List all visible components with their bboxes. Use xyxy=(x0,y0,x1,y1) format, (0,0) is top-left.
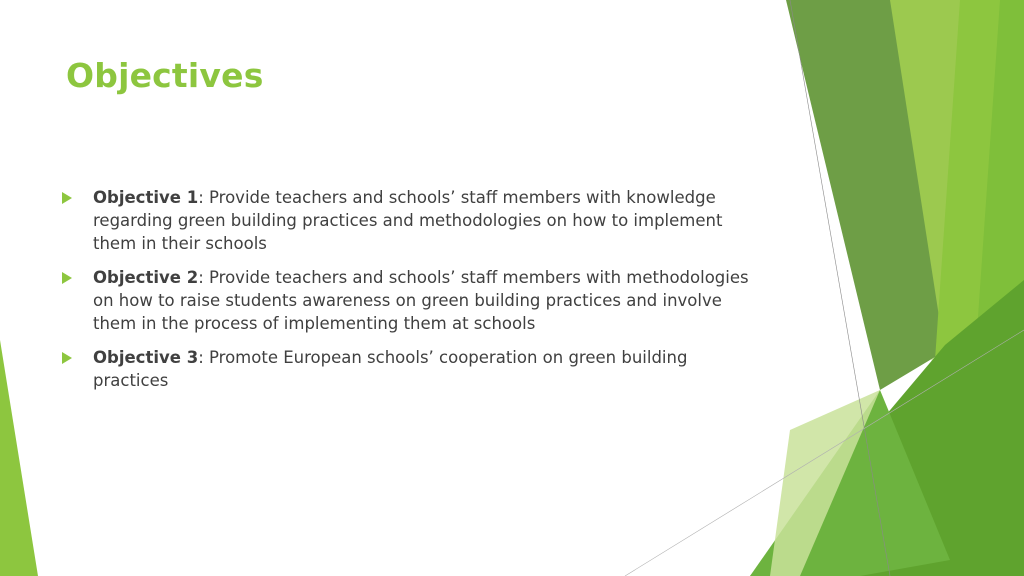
objective-text xyxy=(93,266,762,335)
objective-item-2 xyxy=(62,266,762,335)
objective-text xyxy=(93,346,762,392)
objective-body: Provide teachers and schools’ staff members with methodologies on how to raise students awareness on green building practices and involve them in the process of implementing them at schools xyxy=(93,268,749,333)
objective-item-3 xyxy=(62,346,762,392)
objective-label: Objective 1 xyxy=(93,188,199,207)
objective-text xyxy=(93,186,762,255)
triangle-bullet-icon xyxy=(62,192,72,204)
objective-separator: : xyxy=(198,188,209,207)
objective-separator: : xyxy=(198,348,209,367)
slide-title: Objectives xyxy=(66,56,264,95)
objective-label: Objective 2 xyxy=(93,268,199,287)
objectives-list xyxy=(62,186,762,403)
objective-body: Promote European schools’ cooperation on green building practices xyxy=(93,348,688,390)
triangle-bullet-icon xyxy=(62,352,72,364)
objective-label: Objective 3 xyxy=(93,348,199,367)
objective-body: Provide teachers and schools’ staff members with knowledge regarding green building practices and methodologies on how to implement them in their schools xyxy=(93,188,723,253)
triangle-bullet-icon xyxy=(62,272,72,284)
objective-item-1 xyxy=(62,186,762,255)
objective-separator: : xyxy=(198,268,209,287)
left-edge-facet xyxy=(0,340,38,576)
